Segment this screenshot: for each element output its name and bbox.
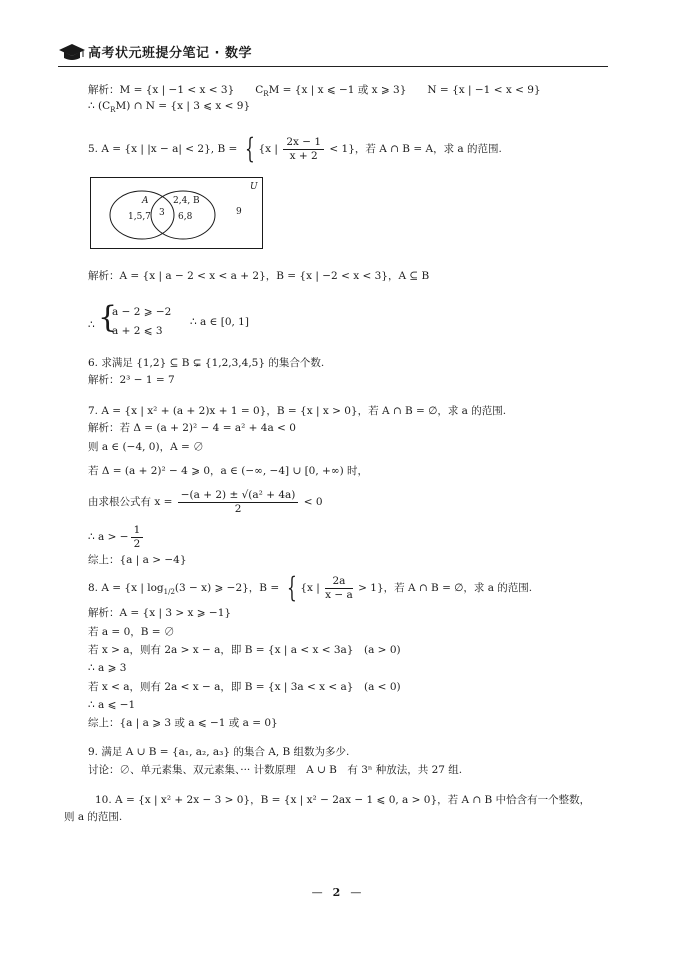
text: 由求根公式有 x = bbox=[88, 496, 176, 508]
denominator: x + 2 bbox=[289, 149, 318, 162]
subscript: R bbox=[110, 106, 116, 115]
system-line: a − 2 ⩾ −2 bbox=[112, 306, 172, 318]
text: (3 − x) ⩾ −2}，B = bbox=[174, 582, 283, 594]
text: {x | bbox=[300, 582, 324, 594]
system-line: a + 2 ⩽ 3 bbox=[112, 325, 163, 337]
numerator: 2x − 1 bbox=[283, 136, 324, 150]
fraction bbox=[325, 575, 353, 602]
set-a-label: A bbox=[142, 196, 149, 206]
problem-5 bbox=[88, 132, 502, 165]
text: ∴ (C bbox=[88, 100, 111, 112]
text: 解析：M = {x | −1 < x < 3} C bbox=[88, 84, 264, 96]
header-divider bbox=[58, 66, 608, 67]
left-brace: { bbox=[286, 571, 297, 604]
text: 5. A = {x | |x − a| < 2}, B = bbox=[88, 143, 241, 155]
solution-line: ∴ a ⩾ 3 bbox=[88, 662, 127, 674]
solution-line bbox=[88, 487, 323, 517]
text: 8. A = {x | log bbox=[88, 582, 164, 594]
solution-line: 解析：2³ − 1 = 7 bbox=[88, 374, 175, 386]
problem-9: 9. 满足 A ∪ B = {a₁, a₂, a₃} 的集合 A, B 组数为多少. bbox=[88, 746, 350, 758]
page-header bbox=[58, 40, 608, 68]
solution-line: 综上：{a | a ⩾ 3 或 a ⩽ −1 或 a = 0} bbox=[88, 717, 278, 729]
universe-label: U bbox=[250, 182, 258, 192]
text: M) ∩ N = {x | 3 ⩽ x < 9} bbox=[115, 100, 251, 112]
set-b-label: 2,4, B bbox=[173, 196, 200, 206]
solution-line: 解析：若 Δ = (a + 2)² − 4 = a² + 4a < 0 bbox=[88, 422, 296, 434]
text: < 1}，若 A ∩ B = A，求 a 的范围. bbox=[326, 143, 502, 155]
denominator: 2 bbox=[133, 537, 141, 550]
numerator: 1 bbox=[131, 524, 144, 538]
problem-8 bbox=[88, 573, 532, 607]
solution-line: 若 x < a，则有 2a < x − a，即 B = {x | 3a < x < a} (a < 0) bbox=[88, 681, 401, 693]
denominator: x − a bbox=[325, 588, 353, 601]
therefore-symbol: ∴ bbox=[88, 319, 95, 331]
numerator: −(a + 2) ± √(a² + 4a) bbox=[178, 489, 299, 503]
solution-line: 解析：A = {x | 3 > x ⩾ −1} bbox=[88, 607, 232, 619]
text: ∴ a > − bbox=[88, 531, 129, 543]
left-brace: { bbox=[244, 132, 255, 165]
numerator: 2a bbox=[325, 575, 353, 589]
fraction bbox=[178, 489, 299, 516]
problem-6: 6. 求满足 {1,2} ⊆ B ⊊ {1,2,3,4,5} 的集合个数. bbox=[88, 357, 325, 369]
outside-value: 9 bbox=[236, 207, 242, 217]
solution-line bbox=[88, 522, 145, 552]
header-title: 高考状元班提分笔记 · 数学 bbox=[88, 46, 252, 61]
fraction bbox=[283, 136, 324, 163]
problem-10: 10. A = {x | x² + 2x − 3 > 0}，B = {x | x² − 2ax − 1 ⩽ 0, a > 0}，若 A ∩ B 中恰含有一个整数， bbox=[95, 794, 591, 806]
solution-line bbox=[88, 99, 250, 117]
denominator: 2 bbox=[234, 502, 242, 515]
graduation-cap-icon bbox=[58, 42, 86, 62]
page-number: 2 bbox=[332, 886, 341, 899]
solution-line: ∴ a ⩽ −1 bbox=[88, 699, 136, 711]
footer-dash: — bbox=[311, 886, 323, 899]
solution-line: 综上：{a | a > −4} bbox=[88, 554, 187, 566]
solution-line: 解析：A = {x | a − 2 < x < a + 2}，B = {x | −2 < x < 3}，A ⊆ B bbox=[88, 270, 430, 282]
fraction bbox=[131, 524, 144, 551]
footer-dash: — bbox=[350, 886, 362, 899]
only-a-values: 1,5,7 bbox=[128, 212, 151, 222]
text: M = {x | x ⩽ −1 或 x ⩾ 3} N = {x | −1 < x < 9} bbox=[268, 84, 541, 96]
system-brace: { bbox=[98, 300, 118, 335]
text: {x | bbox=[258, 143, 282, 155]
only-b-values: 6,8 bbox=[178, 212, 193, 222]
solution-line: 若 x > a，则有 2a > x − a，即 B = {x | a < x < 3a} (a > 0) bbox=[88, 644, 401, 656]
solution-line: ∴ a ∈ [0, 1] bbox=[190, 316, 249, 328]
problem-10-cont: 则 a 的范围. bbox=[64, 811, 123, 823]
problem-7: 7. A = {x | x² + (a + 2)x + 1 = 0}，B = {x | x > 0}，若 A ∩ B = ∅，求 a 的范围. bbox=[88, 405, 507, 417]
solution-line: 若 a = 0，B = ∅ bbox=[88, 626, 175, 638]
overlap-value: 3 bbox=[159, 208, 165, 218]
solution-line: 讨论：∅、单元素集、双元素集、··· 计数原理 A ∪ B 有 3ⁿ 种放法，共 27 组. bbox=[88, 764, 463, 776]
subscript: 1/2 bbox=[163, 588, 175, 597]
text: > 1}，若 A ∩ B = ∅，求 a 的范围. bbox=[354, 582, 533, 594]
solution-line: 则 a ∈ (−4, 0)，A = ∅ bbox=[88, 441, 204, 453]
page-footer bbox=[0, 886, 673, 899]
subscript: R bbox=[263, 90, 269, 99]
solution-line: 若 Δ = (a + 2)² − 4 ⩾ 0，a ∈ (−∞, −4] ∪ [0, +∞) 时， bbox=[88, 465, 369, 477]
text: < 0 bbox=[300, 496, 323, 508]
